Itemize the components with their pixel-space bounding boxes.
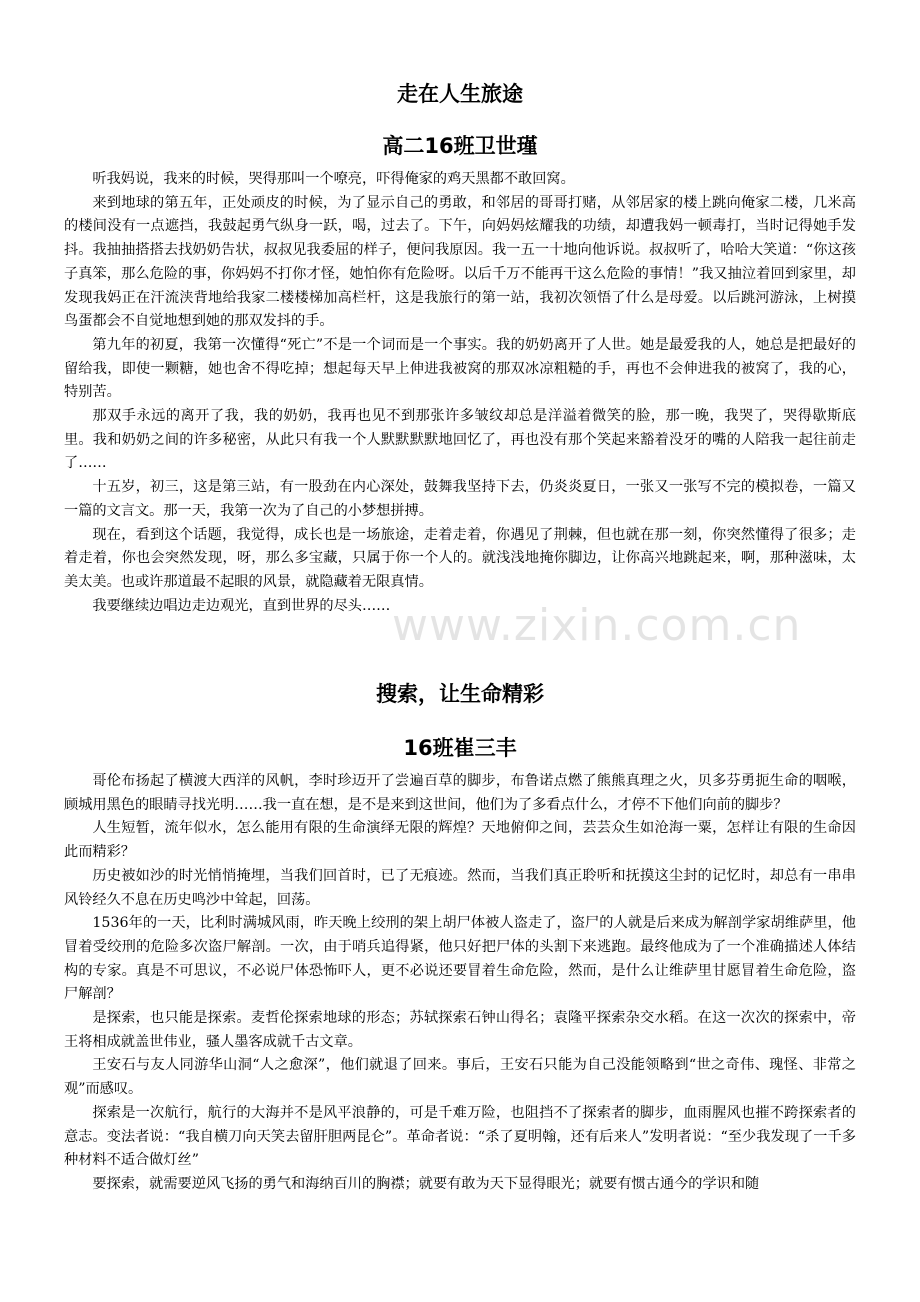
watermark: www.zixin.com.cn — [392, 600, 802, 651]
article-1-paragraph: 那双手永远的离开了我，我的奶奶，我再也见不到那张许多皱纹却总是洋溢着微笑的脸，那一晚，我哭了，哭得歇斯底里。我和奶奶之间的许多秘密，从此只有我一个人默默默默地回忆了，再也没有那个笑起来豁着没牙的嘴的人陪我一起往前走了…… — [64, 408, 856, 472]
article-1-paragraph: 现在，看到这个话题，我觉得，成长也是一场旅途，走着走着，你遇见了荆棘，但也就在那一刻，你突然懂得了很多；走着走着，你也会突然发现，呀，那么多宝藏，只属于你一个人的。就浅浅地掩你脚边，让你高兴地跳起来，啊，那种滋味，太美太美。也或许那道最不起眼的风景，就隐藏着无限真情。 — [64, 526, 856, 590]
article-1-paragraph: 听我妈说，我来的时候，哭得那叫一个嘹亮，吓得俺家的鸡天黑都不敢回窝。 — [92, 171, 575, 187]
article-1 — [64, 78, 856, 618]
article-2-title: 搜索，让生命精彩 — [376, 682, 544, 706]
article-2-paragraph: 历史被如沙的时光悄悄掩埋，当我们回首时，已了无痕迹。然而，当我们真正聆听和抚摸这尘封的记忆时，却总有一串串风铃经久不息在历史鸣沙中耸起，回荡。 — [64, 867, 856, 908]
article-1-author: 高二16班卫世瑾 — [382, 134, 538, 158]
article-2-paragraph: 王安石与友人同游华山洞“人之愈深”，他们就退了回来。事后，王安石只能为自己没能领略到“世之奇伟、瑰怪、非常之观”而感叹。 — [64, 1057, 856, 1098]
article-1-paragraph: 十五岁，初三，这是第三站，有一股劲在内心深处，鼓舞我坚持下去，仍炎炎夏日，一张又一张写不完的模拟卷，一篇又一篇的文言文。那一天，我第一次为了自己的小梦想拼搏。 — [64, 479, 856, 519]
article-2-paragraph: 要探索，就需要逆风飞扬的勇气和海纳百川的胸襟；就要有敢为天下显得眼光；就要有惯古通今的学识和随 — [92, 1175, 760, 1192]
article-2-paragraph: 是探索，也只能是探索。麦哲伦探索地球的形态；苏轼探索石钟山得名；袁隆平探索杂交水稻。在这一次次的探索中，帝王将相成就盖世伟业，骚人墨客成就千古文章。 — [64, 1010, 856, 1050]
article-2-paragraph: 探索是一次航行，航行的大海并不是风平浪静的，可是千难万险，也阻挡不了探索者的脚步，血雨腥风也摧不跨探索者的意志。变法者说：“我自横刀向天笑去留肝胆两昆仑”。革命者说：“杀了夏明翰，还有后来人”发明者说：“至少我发现了一千多种材料不适合做灯丝” — [64, 1104, 856, 1169]
article-2-paragraph: 人生短暂，流年似水，怎么能用有限的生命演绎无限的辉煌？天地俯仰之间，芸芸众生如沧海一粟，怎样让有限的生命因此而精彩？ — [64, 820, 856, 861]
article-1-title: 走在人生旅途 — [397, 82, 523, 106]
article-1-paragraph: 来到地球的第五年，正处顽皮的时候，为了显示自己的勇敢，和邻居的哥哥打赌，从邻居家的楼上跳向俺家二楼，几米高的楼间没有一点遮挡，我鼓起勇气纵身一跃，喝，过去了。下午，向妈妈炫耀我的功绩，却遭我妈一顿毒打，当时记得她手发抖。我抽抽搭搭去找奶奶告状，叔叔见我委屈的样子，便问我原因。我一五一十地向他诉说。叔叔听了，哈哈大笑道：“你这孩子真笨，那么危险的事，你妈妈不打你才怪，她怕你有危险呀。以后千万不能再干这么危险的事情！”我又抽泣着回到家里，却发现我妈正在汗流浃背地给我家二楼楼梯加高栏杆，这是我旅行的第一站，我初次领悟了什么是母爱。以后跳河游泳，上树摸鸟蛋都会不自觉地想到她的那双发抖的手。 — [64, 194, 856, 330]
article-2-paragraph: 哥伦布扬起了横渡大西洋的风帆，李时珍迈开了尝遍百草的脚步，布鲁诺点燃了熊熊真理之火，贝多芬勇扼生命的咽喉，顾城用黑色的眼睛寻找光明……我一直在想，是不是来到这世间，他们为了多看点什么，才停不下他们向前的脚步？ — [64, 773, 856, 813]
article-2-paragraph: 1536年的一天，比利时满城风雨，昨天晚上绞刑的架上胡尸体被人盗走了，盗尸的人就是后来成为解剖学家胡维萨里，他冒着受绞刑的危险多次盗尸解剖。一次，由于哨兵追得紧，他只好把尸体的头割下来逃跑。最终他成为了一个准确描述人体结构的专家。真是不可思议，不必说尸体恐怖吓人，更不必说还要冒着生命危险，然而，是什么让维萨里甘愿冒着生命危险，盗尸解剖？ — [64, 915, 856, 1003]
article-1-paragraph: 第九年的初夏，我第一次懂得“死亡”不是一个词而是一个事实。我的奶奶离开了人世。她是最爱我的人，她总是把最好的留给我，即使一颗糖，她也舍不得吃掉；想起每天早上伸进我被窝的那双冰凉粗糙的手，再也不会伸进我的被窝了，我的心，特别苦。 — [64, 336, 856, 401]
article-1-paragraph: 我要继续边唱边走边观光，直到世界的尽头…… — [92, 597, 391, 614]
article-2-author: 16班崔三丰 — [403, 736, 517, 760]
article-2 — [64, 678, 856, 1197]
